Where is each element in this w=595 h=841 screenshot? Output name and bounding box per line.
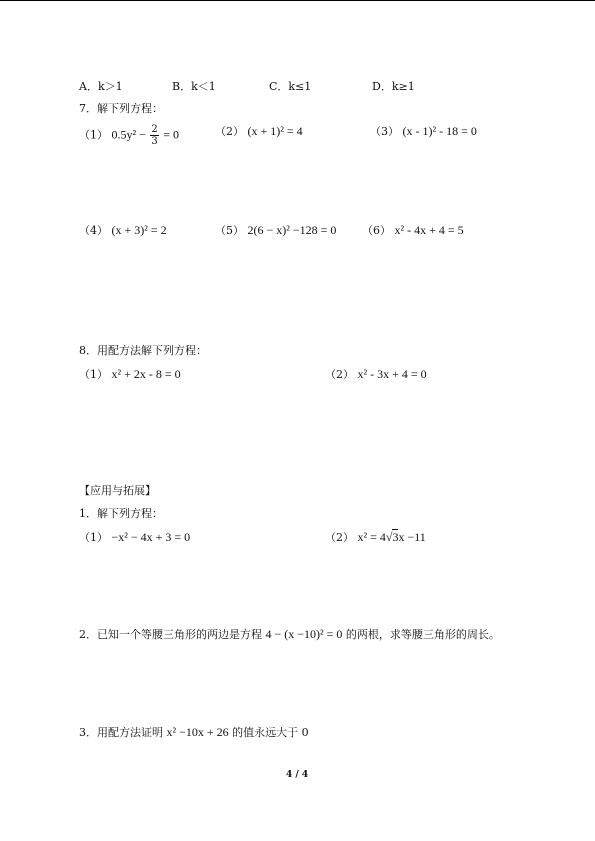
- q7-part-1-frac-num: 2: [151, 124, 158, 135]
- section-q1-part-2-expr-b: x −11: [398, 530, 426, 544]
- choice-a: A．k＞1: [79, 80, 123, 93]
- q7-part-2: [215, 124, 303, 139]
- q8-part-2-label: （2）: [325, 368, 354, 381]
- section-q3-text-a: 3．用配方法证明: [79, 726, 163, 739]
- q7-part-3-expr: (x - 1)² - 18 = 0: [402, 124, 477, 138]
- choice-c: C．k≤1: [269, 80, 312, 93]
- section-q1-part-1-label: （1）: [79, 531, 108, 544]
- section-q1-title: 1．解下列方程：: [79, 507, 163, 520]
- choice-d: D．k≥1: [372, 80, 415, 93]
- q7-part-1-expr-b: = 0: [163, 127, 180, 142]
- section-q1-part-2-label: （2）: [325, 531, 354, 544]
- q8-part-2-expr: x² - 3x + 4 = 0: [357, 367, 427, 381]
- q7-part-5-label: （5）: [215, 224, 244, 237]
- section-q3-expr: x² −10x + 26: [166, 725, 229, 739]
- section-q1-part-2: [325, 530, 426, 545]
- q7-part-5: [215, 223, 336, 238]
- question-8-title: 8．用配方法解下列方程：: [79, 344, 207, 357]
- question-7-title: 7．解下列方程：: [79, 102, 163, 115]
- q8-part-1: [79, 367, 181, 382]
- q7-part-2-label: （2）: [215, 125, 244, 138]
- section-q1-part-1-expr: −x² − 4x + 3 = 0: [111, 530, 191, 544]
- q7-part-1: [79, 124, 179, 147]
- q8-part-1-expr: x² + 2x - 8 = 0: [111, 367, 181, 381]
- section-q2: [79, 627, 500, 642]
- q7-part-4-label: （4）: [79, 224, 108, 237]
- q7-part-5-expr: 2(6 − x)² −128 = 0: [247, 223, 337, 237]
- q7-part-6-expr: x² - 4x + 4 = 5: [394, 223, 464, 237]
- section-q2-expr: 4 − (x −10)² = 0: [265, 627, 343, 641]
- q7-part-6-label: （6）: [362, 224, 391, 237]
- q8-part-1-label: （1）: [79, 368, 108, 381]
- q7-part-2-expr: (x + 1)² = 4: [247, 124, 303, 138]
- section-q2-text-b: 的两根，求等腰三角形的周长。: [345, 628, 500, 641]
- sqrt-sign: √: [385, 530, 393, 544]
- section-q3: [79, 725, 309, 740]
- section-q1-part-2-expr-a: x² = 4: [357, 530, 386, 544]
- page-top-border: [0, 0, 595, 1]
- q7-part-1-expr-a: 0.5y² −: [111, 127, 146, 142]
- section-q3-text-b: 的值永远大于 0: [232, 726, 309, 739]
- choice-b: B．k＜1: [172, 80, 216, 93]
- q7-part-4: [79, 223, 167, 238]
- section-title: 【应用与拓展】: [79, 484, 156, 497]
- q7-part-6: [362, 223, 464, 238]
- q8-part-2: [325, 367, 427, 382]
- q7-part-1-fraction: [150, 124, 158, 147]
- q7-part-4-expr: (x + 3)² = 2: [111, 223, 167, 237]
- page-number: 4 / 4: [286, 770, 309, 780]
- q7-part-3: [370, 124, 477, 139]
- q7-part-1-label: （1）: [79, 128, 108, 142]
- sqrt-radicand: 3: [392, 530, 399, 544]
- q7-part-3-label: （3）: [370, 125, 399, 138]
- section-q1-part-1: [79, 530, 190, 545]
- section-q2-text-a: 2．已知一个等腰三角形的两边是方程: [79, 628, 262, 641]
- q7-part-1-frac-den: 3: [151, 136, 158, 147]
